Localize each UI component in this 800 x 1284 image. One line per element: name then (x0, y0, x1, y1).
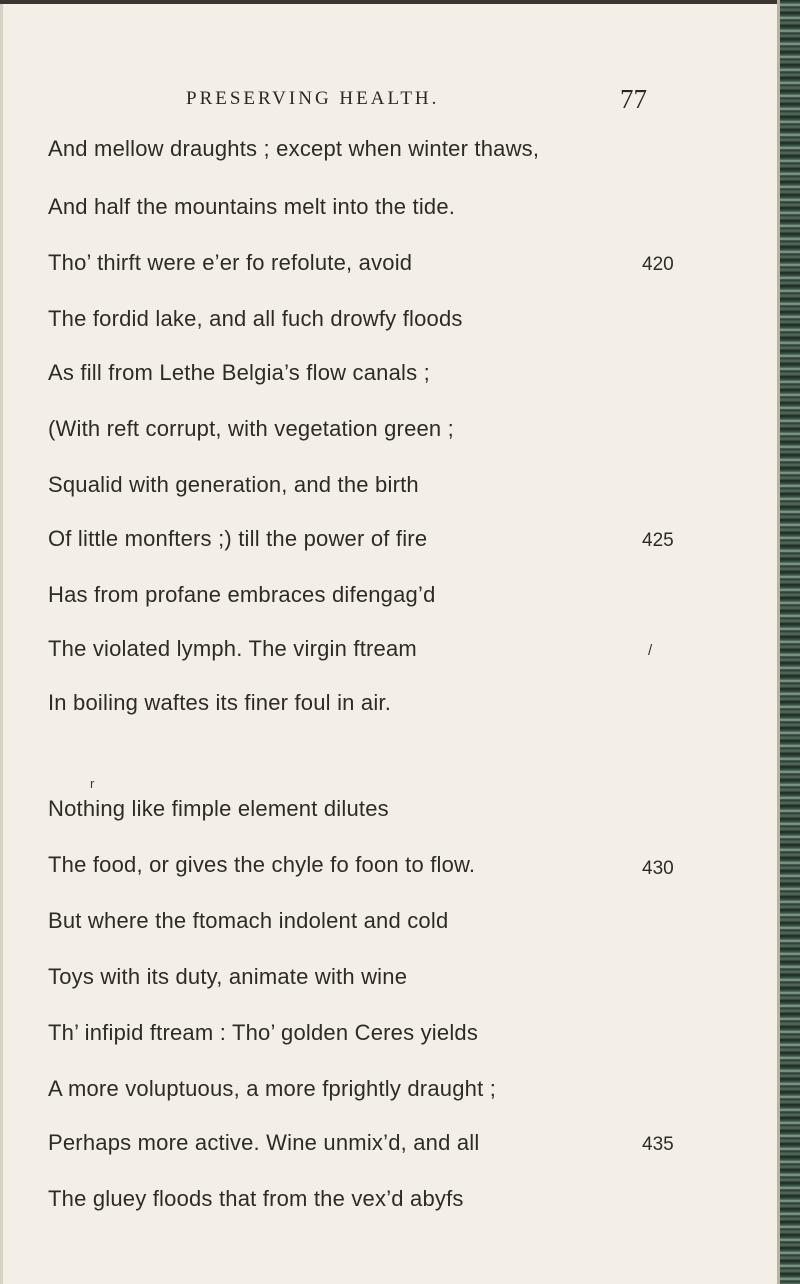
poem-line: Tho’ thirft were e’er fo refolute, avoid (48, 250, 413, 275)
book-spine (780, 0, 800, 1284)
poem-line: And mellow draughts ; except when winter thaws, (48, 136, 540, 161)
running-head (0, 86, 800, 116)
poem-line: Has from profane embraces difengag’d (48, 582, 436, 607)
poem-line: Nothing like fimple element dilutes (48, 796, 389, 821)
running-title: PRESERVING HEALTH. (186, 88, 440, 109)
poem-line: The gluey floods that from the vex’d abyfs (48, 1186, 464, 1211)
poem-line: Squalid with generation, and the birth (48, 472, 419, 497)
page-left-edge (0, 0, 3, 1284)
poem-line: Perhaps more active. Wine unmix’d, and all (48, 1130, 480, 1155)
poem-line: Toys with its duty, animate with wine (48, 964, 408, 989)
poem-line: As fill from Lethe Belgia’s flow canals ; (48, 360, 430, 385)
poem-line: Of little monfters ;) till the power of fire (48, 526, 428, 551)
top-rule (0, 0, 780, 4)
poem-line: But where the ftomach indolent and cold (48, 908, 449, 933)
poem-line: In boiling waftes its finer foul in air. (48, 690, 392, 715)
poem-line: (With reft corrupt, with vegetation green ; (48, 416, 454, 441)
poem-line: A more voluptuous, a more fprightly draught ; (48, 1076, 497, 1101)
page-number: 77 (620, 84, 647, 114)
line-number-435: 435 (642, 1134, 674, 1155)
line-number-430: 430 (642, 858, 674, 879)
poem-line: The violated lymph. The virgin ftream (48, 636, 417, 661)
line-number-425: 425 (642, 530, 674, 551)
poem-line: The fordid lake, and all fuch drowfy floods (48, 306, 463, 331)
stray-tick-mark: r (90, 776, 95, 791)
poem-line: And half the mountains melt into the tide. (48, 194, 456, 219)
poem-line: Th’ infipid ftream : Tho’ golden Ceres yields (48, 1020, 479, 1045)
poem-line: The food, or gives the chyle fo foon to flow. (48, 852, 476, 877)
line-number-420: 420 (642, 254, 674, 275)
stray-slash-mark: / (648, 642, 653, 659)
